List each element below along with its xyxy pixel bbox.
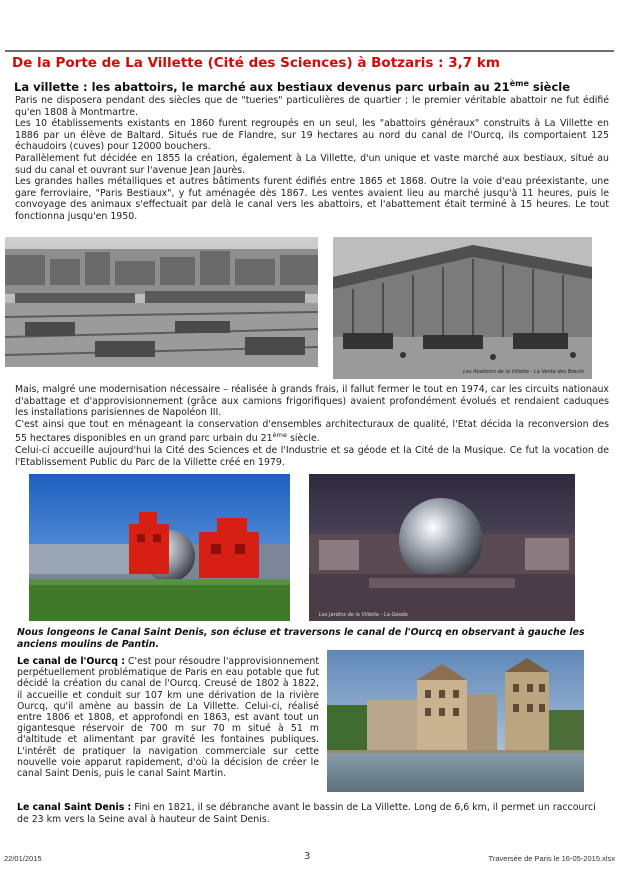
middle-paragraph: Mais, malgré une modernisation nécessaire – réalisée à grands frais, il fallut fermer le tout en 1974, car les circuits nationaux d'abattage et d'approvisionnement (grâce aux camions frigorifiques) avaient profondément évolués et rendaient caduques les installations parisiennes de Napoléon III.	[15, 384, 609, 419]
section-heading: La villette : les abattoirs, le marché aux bestiaux devenus parc urbain au 21ème siècle	[14, 79, 571, 94]
moulins-pantin-photo	[327, 650, 584, 792]
caption-text: Nous longeons le Canal Saint Denis, son écluse et traversons le canal de l'Ourcq en observant à gauche les anciens moulins de Pantin.	[17, 627, 585, 650]
header-rule	[5, 50, 614, 52]
market-hall-photo	[333, 237, 592, 379]
ourcq-text: C'est pour résoudre l'approvisionnement perpétuellement problématique de Paris en eau potable que fut décidé la création du canal de l'Ourcq. Creusé de 1802 à 1822, il accueille et conduit sur 107 km une dérivation de la rivière Ourcq, qu'il amène au bassin de La Villette. Celui-ci, réalisé entre 1806 et 1808, et approfondi en 1863, est avant tout un gigantesque réservoir de 700 m sur 70 m situé à 51 m d'altitude et alimentant par gravité les fontaines publiques. L'intérêt de pratiquer la navigation commerciale sur cette nouvelle voie apparut rapidement, d'où la décision de créer le canal Saint Denis, puis le canal Saint Martin.	[17, 656, 319, 780]
intro-text	[15, 95, 609, 223]
ourcq-section	[17, 656, 319, 779]
geode-photo	[309, 474, 575, 621]
intro-paragraph: Les grandes halles métalliques et autres bâtiments furent édifiés entre 1865 et 1868. Outre la voie d'eau préexistante, une gare ferroviaire, "Paris Bestiaux", y fut aménagée dès 1867. Les ventes avaient lieu au marché jusqu'à 11 heures, puis le convoyage des animaux s'effectuait par delà le canal vers les abattoirs, et l'abattement était terminé à 15 heures. Le tout fonctionna jusqu'en 1950.	[15, 176, 609, 222]
middle-paragraph: C'est ainsi que tout en ménageant la conservation d'ensembles architecturaux de qualité, l'Etat décida la reconversion des 55 hectares disponibles en un grand parc urbain du 21ème siècle.	[15, 418, 609, 445]
photo-caption: Les Jardins de la Villette - La Géode	[319, 612, 408, 618]
photo-caption: Les Abattoirs de la Villette - La Vente des Bœufs	[463, 369, 584, 375]
footer-filename: Traversée de Paris le 16-05-2015.xlsx	[488, 854, 615, 863]
intro-paragraph: Parallèlement fut décidée en 1855 la création, également à La Villette, d'un unique et vaste marché aux bestiaux, situé au sud du canal et ouvrant sur l'avenue Jean Jaurès.	[15, 152, 609, 176]
page-title: De la Porte de La Villette (Cité des Sciences) à Botzaris : 3,7 km	[12, 55, 500, 71]
stdenis-text: Fini en 1821, il se débranche avant le bassin de La Villette. Long de 6,6 km, il permet un raccourci de 23 km vers la Seine aval à hauteur de Saint Denis.	[17, 802, 596, 825]
intro-paragraph: Paris ne disposera pendant des siècles que de "tueries" particulières de quartier ; le premier véritable abattoir ne fut édifié qu'en 1808 à Montmartre.	[15, 95, 609, 118]
footer-date: 22/01/2015	[4, 854, 42, 863]
stdenis-heading: Le canal Saint Denis :	[17, 802, 132, 813]
middle-text	[15, 384, 609, 468]
stdenis-section	[17, 802, 609, 826]
middle-paragraph: Celui-ci accueille aujourd'hui la Cité des Sciences et de l'Industrie et sa géode et la Cité de la Musique. Ce fut la vocation de l'Etablissement Public du Parc de la Villette créé en 1979.	[15, 445, 609, 468]
page-number: 3	[304, 851, 311, 862]
ourcq-heading: Le canal de l'Ourcq :	[17, 656, 125, 667]
intro-paragraph: Les 10 établissements existants en 1860 furent regroupés en un seul, les "abattoirs généraux" construits à La Villette en 1886 par un élève de Baltard. Situés rue de Flandre, sur 19 hectares au nord du canal de l'Ourcq, ils comportaient 125 échaudoirs (cuves) pour 12000 bouchers.	[15, 118, 609, 153]
abattoirs-aerial-photo	[5, 237, 318, 367]
cite-des-sciences-photo	[29, 474, 290, 621]
